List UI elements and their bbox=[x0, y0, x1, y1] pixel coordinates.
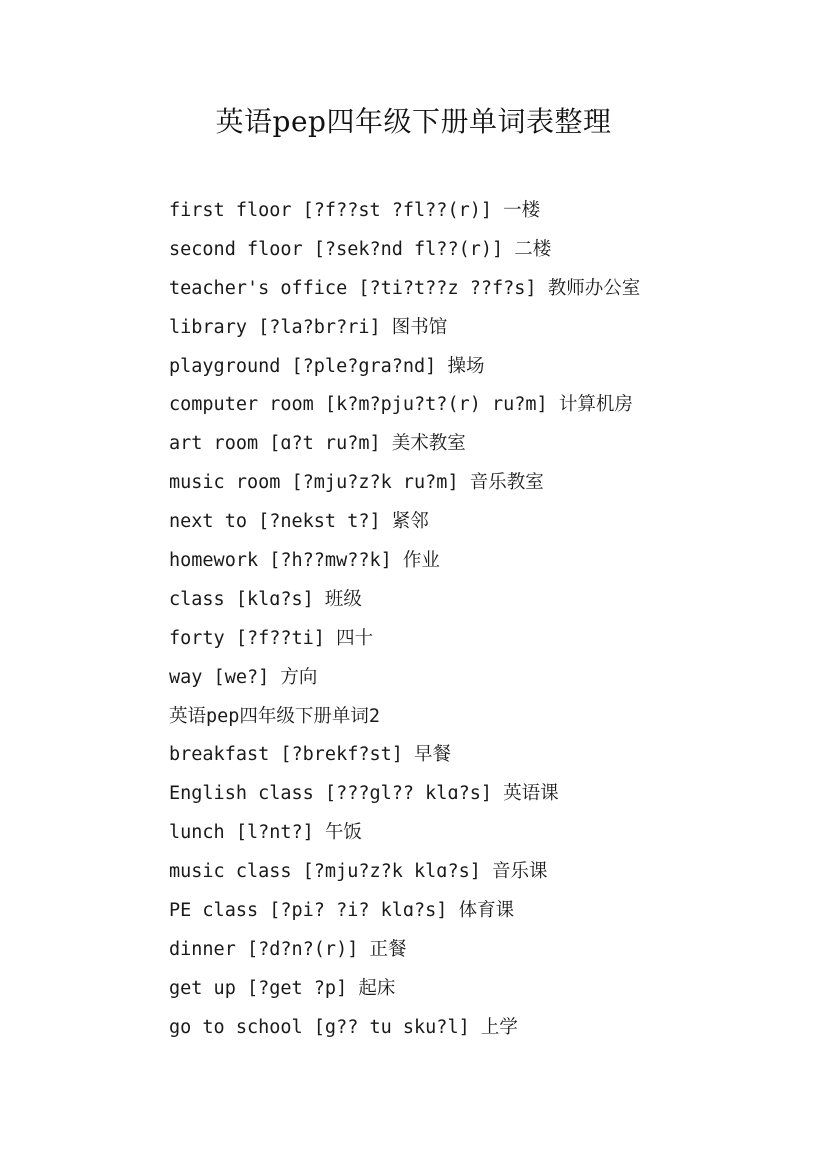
vocab-line: way [we?] 方向 bbox=[169, 666, 318, 688]
vocab-line: second floor [?sek?nd fl??(r)] 二楼 bbox=[169, 238, 552, 260]
vocab-line: class [klɑ?s] 班级 bbox=[169, 588, 362, 610]
vocab-line: music room [?mju?z?k ru?m] 音乐教室 bbox=[169, 472, 544, 494]
vocab-line: go to school [g?? tu sku?l] 上学 bbox=[169, 1016, 518, 1038]
vocab-line: English class [???gl?? klɑ?s] 英语课 bbox=[169, 783, 559, 805]
page-title: 英语pep四年级下册单词表整理 bbox=[215, 105, 612, 138]
vocab-line: forty [?f??ti] 四十 bbox=[169, 627, 374, 649]
vocab-line: first floor [?f??st ?fl??(r)] 一楼 bbox=[169, 200, 541, 221]
vocab-line: PE class [?pi? ?i? klɑ?s] 体育课 bbox=[169, 900, 515, 922]
vocabulary-list bbox=[169, 192, 789, 1048]
vocab-line: breakfast [?brekf?st] 早餐 bbox=[169, 744, 452, 766]
vocab-line: next to [?nekst t?] 紧邻 bbox=[169, 511, 429, 533]
vocab-line: library [?la?br?ri] 图书馆 bbox=[169, 316, 448, 338]
vocab-line: homework [?h??mw??k] 作业 bbox=[169, 550, 440, 572]
vocab-line: playground [?ple?gra?nd] 操场 bbox=[169, 355, 485, 377]
vocab-line: dinner [?d?n?(r)] 正餐 bbox=[169, 938, 407, 960]
vocab-line: art room [ɑ?t ru?m] 美术教室 bbox=[169, 433, 466, 455]
vocab-line: music class [?mju?z?k klɑ?s] 音乐课 bbox=[169, 861, 548, 883]
vocab-line: lunch [l?nt?] 午饭 bbox=[169, 822, 362, 844]
vocab-line: teacher's office [?ti?t??z ??f?s] 教师办公室 bbox=[169, 277, 641, 299]
vocab-line: get up [?get ?p] 起床 bbox=[169, 977, 396, 999]
section-heading: 英语pep四年级下册单词2 bbox=[169, 705, 381, 727]
vocab-line: computer room [k?m?pju?t?(r) ru?m] 计算机房 bbox=[169, 394, 633, 416]
